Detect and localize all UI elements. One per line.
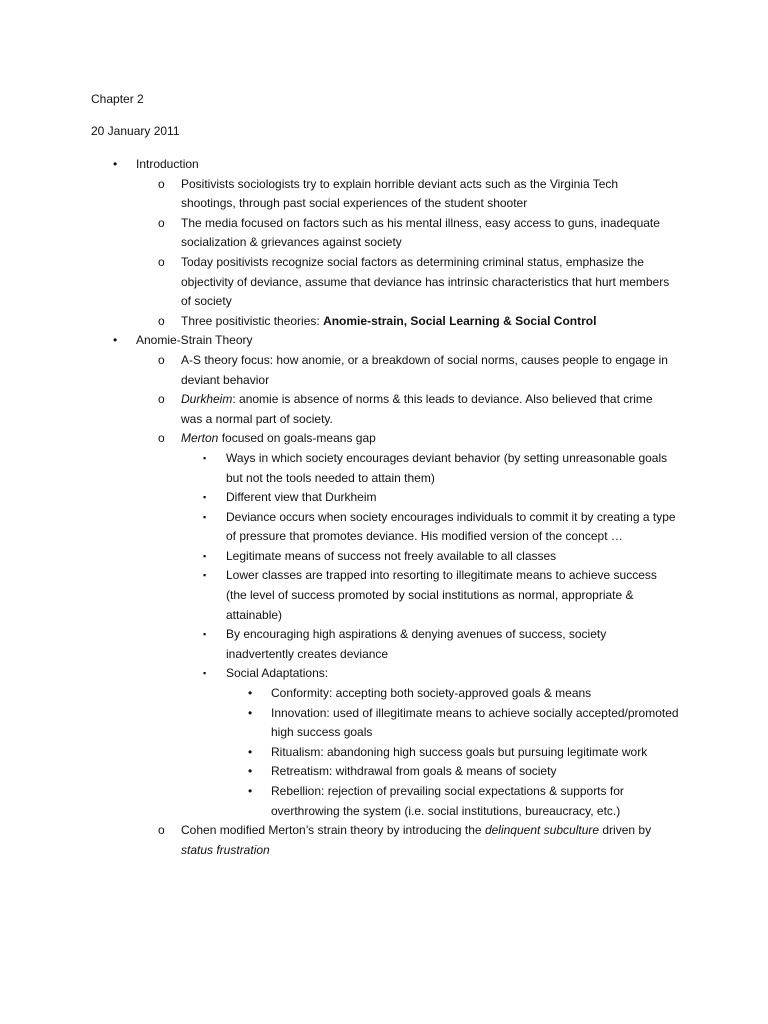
subpoint-text: Social Adaptations:	[226, 666, 329, 681]
subpoint-text: By encouraging high aspirations & denying avenues of success, society inadvertently creates deviance	[226, 627, 607, 661]
outline-subpoint	[0, 449, 768, 488]
outline-subpoint	[0, 664, 768, 684]
point-text: Positivists sociologists try to explain horrible deviant acts such as the Virginia Tech shootings, through past social experiences of the student shooter	[181, 176, 619, 211]
outline-point	[0, 351, 768, 390]
section-introduction	[0, 155, 768, 175]
merton-text: focused on goals-means gap	[218, 431, 376, 446]
square-bullet: ▪	[203, 452, 207, 463]
theories-list: Anomie-strain, Social Learning & Social Control	[323, 313, 597, 328]
cohen-term: delinquent subculture	[484, 823, 600, 838]
adaptation-text: Retreatism: withdrawal from goals & means of society	[271, 764, 557, 779]
outline-point	[0, 821, 768, 860]
outline-point	[0, 312, 768, 332]
cohen-mid: driven by	[599, 823, 652, 838]
square-bullet: ▪	[203, 570, 207, 581]
square-bullet: ▪	[203, 492, 207, 503]
outline-point	[0, 214, 768, 253]
outline-subpoint	[0, 488, 768, 508]
disc-bullet: •	[248, 705, 253, 720]
adaptation-item	[0, 762, 768, 782]
outline-point	[0, 429, 768, 449]
circle-bullet: o	[158, 392, 165, 407]
outline-subpoint	[0, 508, 768, 547]
circle-bullet: o	[158, 352, 165, 367]
disc-bullet: •	[113, 157, 118, 171]
circle-bullet: o	[158, 254, 165, 269]
outline-subpoint	[0, 547, 768, 567]
subpoint-text: Legitimate means of success not freely available to all classes	[226, 548, 557, 563]
circle-bullet: o	[158, 176, 165, 191]
square-bullet: ▪	[203, 629, 207, 640]
outline-point	[0, 175, 768, 214]
section-anomie-strain	[0, 331, 768, 351]
section-title: Anomie-Strain Theory	[136, 333, 253, 348]
disc-bullet: •	[113, 333, 118, 348]
circle-bullet: o	[158, 823, 165, 838]
adaptation-text: Conformity: accepting both society-approved goals & means	[271, 686, 592, 701]
point-text	[181, 390, 671, 429]
circle-bullet: o	[158, 431, 165, 446]
subpoint-text: Ways in which society encourages deviant behavior (by setting unreasonable goals but not the tools needed to attain them)	[226, 450, 668, 485]
point-text: A-S theory focus: how anomie, or a breakdown of social norms, causes people to engage in deviant behavior	[181, 352, 668, 387]
outline-point	[0, 253, 768, 312]
point-text: The media focused on factors such as his mental illness, easy access to guns, inadequate socialization & grievances against society	[181, 215, 660, 250]
adaptation-item	[0, 684, 768, 704]
subpoint-text: Deviance occurs when society encourages individuals to commit it by creating a type of pressure that promotes deviance. His modified version of the concept …	[226, 509, 676, 544]
adaptation-item	[0, 704, 768, 743]
adaptation-text: Innovation: used of illegitimate means to achieve socially accepted/promoted high success goals	[271, 705, 679, 740]
point-text: Today positivists recognize social factors as determining criminal status, emphasize the objectivity of deviance, assume that deviance has intrinsic characteristics that hurt members of society	[181, 254, 670, 309]
cohen-term-2: status frustration	[181, 842, 270, 857]
outline-subpoint	[0, 566, 768, 625]
adaptation-item	[0, 743, 768, 763]
subpoint-text: Different view that Durkheim	[226, 490, 377, 505]
point-text	[181, 429, 671, 449]
disc-bullet: •	[248, 686, 253, 701]
cohen-lead: Cohen modified Merton’s strain theory by introducing the	[181, 823, 485, 838]
disc-bullet: •	[248, 744, 253, 759]
point-text	[181, 312, 671, 332]
merton-name: Merton	[181, 431, 219, 446]
outline-point	[0, 390, 768, 429]
circle-bullet: o	[158, 313, 165, 328]
date-line: 20 January 2011	[91, 124, 180, 138]
disc-bullet: •	[248, 764, 253, 779]
durkheim-text: : anomie is absence of norms & this leads to deviance. Also believed that crime was a normal part of society.	[181, 392, 653, 426]
theories-lead: Three positivistic theories:	[181, 313, 324, 328]
durkheim-name: Durkheim	[181, 392, 233, 407]
chapter-heading: Chapter 2	[91, 92, 144, 106]
outline-subpoint	[0, 625, 768, 664]
point-text	[181, 821, 671, 860]
disc-bullet: •	[248, 784, 253, 798]
circle-bullet: o	[158, 215, 165, 230]
square-bullet: ▪	[203, 668, 207, 679]
section-title: Introduction	[136, 157, 199, 171]
square-bullet: ▪	[203, 550, 207, 561]
subpoint-text: Lower classes are trapped into resorting to illegitimate means to achieve success (the level of success promoted by social institutions as normal, appropriate & attainable)	[226, 568, 657, 622]
adaptation-item	[0, 782, 768, 821]
notes-outline	[0, 155, 768, 860]
adaptation-text: Ritualism: abandoning high success goals but pursuing legitimate work	[271, 744, 648, 759]
adaptation-text: Rebellion: rejection of prevailing social expectations & supports for overthrowing the system (i.e. social institutions, bureaucracy, etc.)	[271, 784, 624, 818]
square-bullet: ▪	[203, 511, 207, 522]
